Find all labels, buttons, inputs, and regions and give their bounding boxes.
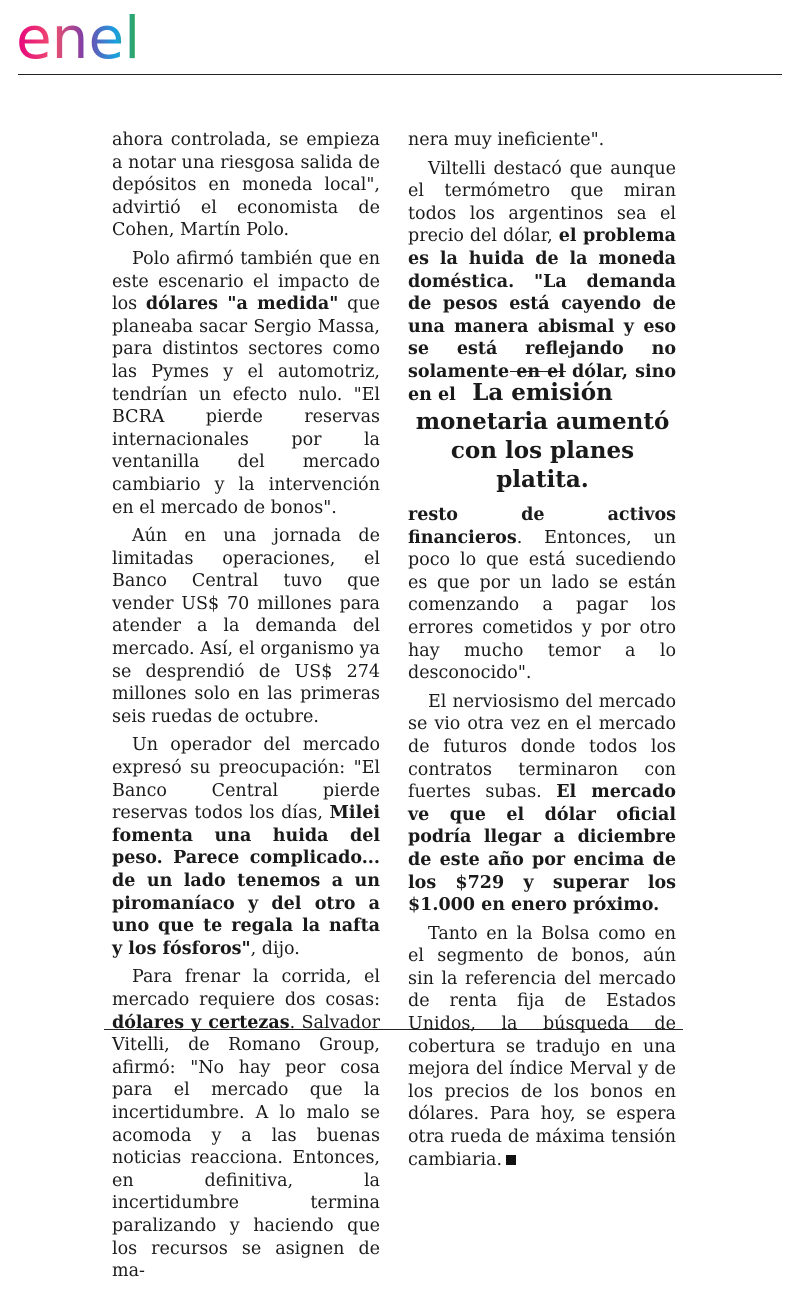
pull-quote-divider	[510, 371, 566, 372]
article-column-right-top	[408, 129, 676, 412]
paragraph: Tanto en la Bolsa como en el segmento de bonos, aún sin la referencia del mercado de renta fija de Estados Unidos, la búsqueda de cobertura se tradujo en una mejora del índice Merval y de los precios de los bonos en dólares. Para hoy, se espera otra rueda de máxima tensión cambiaria.	[408, 923, 676, 1170]
article-column-left	[112, 129, 380, 1289]
paragraph: Viltelli destacó que aunque el termómetro que miran todos los argentinos sea el precio del dólar, el problema es la huida de la moneda doméstica. "La demanda de pesos está cayendo de una manera abismal y eso se está reflejando no solamente en el dólar, sino en el	[408, 158, 676, 405]
enel-logo	[16, 6, 186, 70]
article-column-right-bottom	[408, 504, 676, 1177]
pull-quote: La emisión monetaria aumentó con los planes platita.	[415, 379, 670, 493]
paragraph: resto de activos financieros. Entonces, un poco lo que está sucediendo es que por un lado se están comenzando a pagar los errores cometidos y por otro hay mucho temor a lo desconocido".	[408, 505, 676, 684]
end-of-article-icon	[506, 1155, 516, 1165]
paragraph: Para frenar la corrida, el mercado requiere dos cosas: dólares y certezas. Salvador Vitelli, de Romano Group, afirmó: "No hay peor cosa para el mercado que la incertidumbre. A lo malo se acomoda y a las buenas noticias reacciona. Entonces, en definitiva, la incertidumbre termina paralizando y haciendo que los recursos se asignen de ma-	[112, 967, 381, 1282]
paragraph: ahora controlada, se empieza a notar una riesgosa salida de depósitos en moneda local", advirtió el economista de Cohen, Martín Polo.	[112, 130, 380, 241]
header-divider	[18, 74, 782, 75]
paragraph: Polo afirmó también que en este escenario el impacto de los dólares "a medida" que planeaba sacar Sergio Massa, para distintos sectores como las Pymes y el automotriz, tendrían un efecto nulo. "El BCRA pierde reservas internacionales por la ventanilla del mercado cambiario y la intervención en el mercado de bonos".	[112, 248, 380, 518]
paragraph: Un operador del mercado expresó su preocupación: "El Banco Central pierde reservas todos los días, Milei fomenta una huida del peso. Parece complicado... de un lado tenemos a un piromaníaco y del otro a uno que te regala la nafta y los fósforos", dijo.	[112, 735, 380, 959]
footer-divider	[104, 1029, 683, 1030]
enel-logo-text: enel	[16, 6, 141, 70]
paragraph: Aún en una jornada de limitadas operaciones, el Banco Central tuvo que vender US$ 70 millones para atender a la demanda del mercado. Así, el organismo ya se desprendió de US$ 274 millones solo en las primeras seis ruedas de octubre.	[112, 526, 380, 727]
paragraph: nera muy ineficiente".	[408, 130, 605, 150]
paragraph: El nerviosismo del mercado se vio otra vez en el mercado de futuros donde todos los contratos terminaron con fuertes subas. El mercado ve que el dólar oficial podría llegar a diciembre de este año por encima de los $729 y superar los $1.000 en enero próximo.	[408, 691, 676, 916]
